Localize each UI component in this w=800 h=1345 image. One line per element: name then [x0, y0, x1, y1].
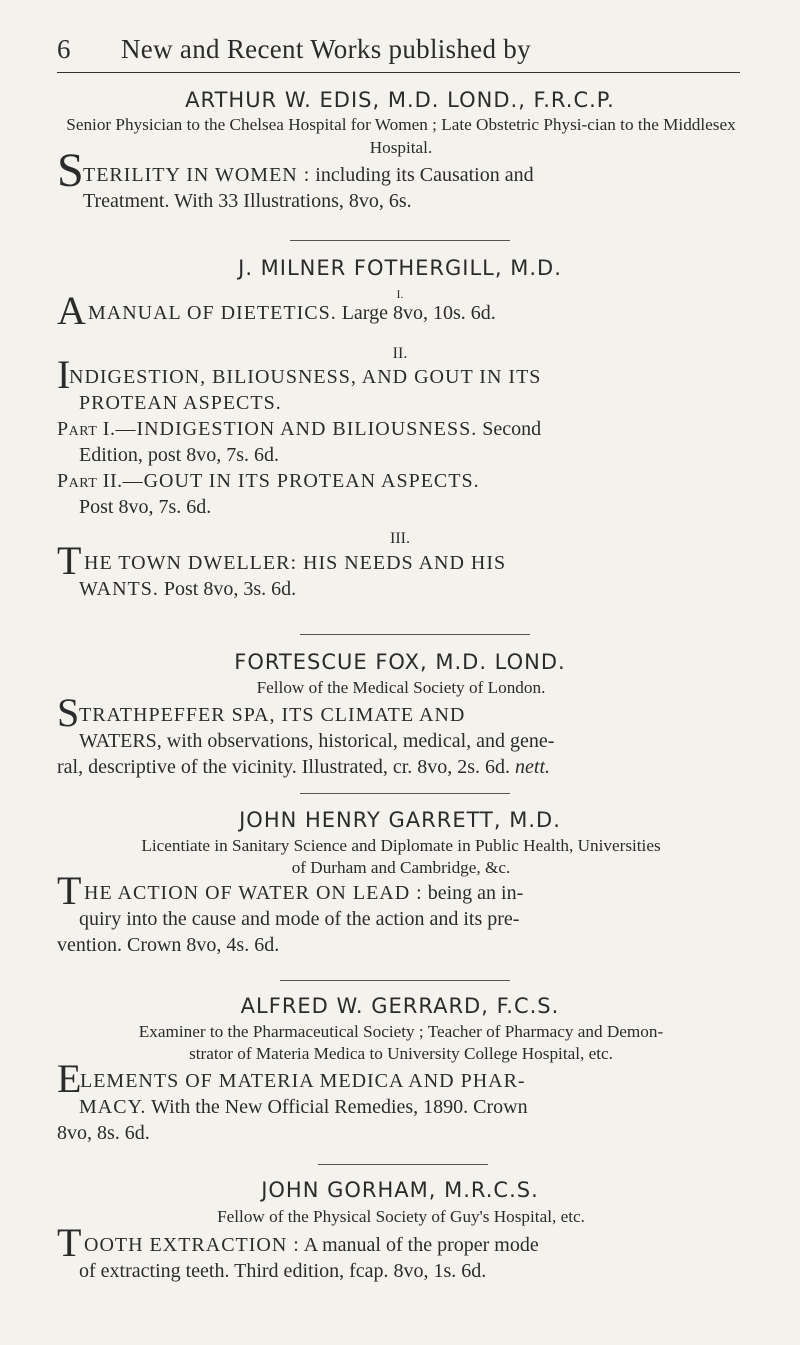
author-garrett: JOHN HENRY GARRETT, M.D.	[239, 808, 561, 832]
book-details-cont: of extracting teeth. Third edition, fcap. 8vo, 1s. 6d.	[79, 1260, 487, 1282]
drop-cap: I	[57, 352, 72, 397]
part-title: —INDIGESTION AND BILIOUSNESS.	[115, 418, 478, 440]
numeral: I.	[396, 287, 404, 301]
book-details-end: vention. Crown 8vo, 4s. 6d.	[57, 934, 280, 956]
drop-cap: S	[57, 144, 85, 197]
book-sterility	[57, 144, 746, 214]
book-title-cont: PROTEAN ASPECTS.	[79, 392, 282, 414]
drop-cap: T	[57, 1220, 83, 1265]
author-fox: FORTESCUE FOX, M.D. LOND.	[234, 650, 566, 674]
separator	[300, 793, 510, 794]
price-note: nett.	[515, 756, 551, 778]
author-edis-desc: Senior Physician to the Chelsea Hospital for Women ; Late Obstetric Physi-cian to the Middlesex Hospital.	[66, 115, 736, 157]
part-details-cont: Edition, post 8vo, 7s. 6d.	[79, 444, 280, 466]
author-fothergill: J. MILNER FOTHERGILL, M.D.	[238, 256, 562, 280]
book-title: TRATHPEFFER SPA, ITS CLIMATE AND	[79, 704, 466, 726]
drop-cap: T	[57, 868, 83, 913]
author-gorham-desc: Fellow of the Physical Society of Guy's Hospital, etc.	[217, 1207, 585, 1226]
book-strathpeffer	[57, 690, 746, 780]
book-dietetics	[57, 288, 746, 333]
part-details-cont: Post 8vo, 7s. 6d.	[79, 496, 212, 518]
separator	[280, 980, 510, 981]
numeral: III.	[390, 530, 410, 547]
part-label: Part II.	[57, 470, 123, 492]
book-details: including its Causation and	[310, 164, 534, 186]
author-garrett-desc-cont: of Durham and Cambridge, &c.	[291, 858, 511, 877]
book-title: OOTH EXTRACTION :	[84, 1234, 300, 1256]
book-water-lead	[57, 868, 746, 958]
book-details: Large 8vo, 10s. 6d.	[336, 302, 496, 324]
book-details: A manual of the proper mode	[299, 1234, 539, 1256]
part-title: —GOUT IN ITS PROTEAN ASPECTS.	[122, 470, 480, 492]
book-title: MANUAL OF DIETETICS.	[88, 302, 337, 324]
author-gerrard-desc: Examiner to the Pharmaceutical Society ; Teacher of Pharmacy and Demon-	[138, 1022, 664, 1041]
running-header	[57, 34, 740, 74]
book-details-end: 8vo, 8s. 6d.	[57, 1122, 150, 1144]
part-two	[57, 468, 746, 520]
drop-cap: E	[57, 1056, 83, 1101]
drop-cap: T	[57, 538, 83, 583]
author-gorham: JOHN GORHAM, M.R.C.S.	[261, 1178, 539, 1202]
book-details: WATERS, with observations, historical, medical, and gene-	[79, 730, 555, 752]
part-label: Part I.	[57, 418, 116, 440]
book-title: TERILITY IN WOMEN :	[83, 164, 311, 186]
book-tooth-extraction	[57, 1220, 746, 1284]
numeral: II.	[392, 345, 408, 362]
separator	[318, 1164, 488, 1165]
book-details: being an in-	[422, 882, 524, 904]
header-title: New and Recent Works published by	[121, 34, 531, 64]
book-details: With the New Official Remedies, 1890. Crown	[146, 1096, 528, 1118]
separator	[290, 240, 510, 241]
author-fox-desc: Fellow of the Medical Society of London.	[256, 678, 546, 697]
drop-cap: S	[57, 690, 81, 735]
author-garrett-desc: Licentiate in Sanitary Science and Diplomate in Public Health, Universities	[141, 836, 661, 855]
book-details-cont: ral, descriptive of the vicinity. Illustrated, cr. 8vo, 2s. 6d.	[57, 756, 516, 778]
part-one	[57, 416, 746, 468]
book-title-cont: MACY.	[79, 1096, 147, 1118]
separator	[300, 634, 530, 635]
book-title: HE ACTION OF WATER ON LEAD :	[84, 882, 423, 904]
book-title: NDIGESTION, BILIOUSNESS, AND GOUT IN ITS	[69, 366, 542, 388]
author-gerrard: ALFRED W. GERRARD, F.C.S.	[240, 994, 560, 1018]
drop-cap: A	[57, 288, 87, 333]
book-details-cont: Treatment. With 33 Illustrations, 8vo, 6s.	[83, 190, 412, 212]
author-edis: ARTHUR W. EDIS, M.D. LOND., F.R.C.P.	[185, 88, 615, 112]
page-number: 6	[57, 34, 71, 64]
book-details-cont: quiry into the cause and mode of the action and its pre-	[79, 908, 520, 930]
author-gerrard-desc-cont: strator of Materia Medica to University College Hospital, etc.	[189, 1044, 613, 1063]
header-rule	[57, 72, 740, 73]
book-materia-medica	[57, 1056, 746, 1146]
book-title: HE TOWN DWELLER: HIS NEEDS AND HIS	[84, 552, 507, 574]
book-details: Post 8vo, 3s. 6d.	[158, 578, 297, 600]
book-title-cont: WANTS.	[79, 578, 159, 600]
part-details: Second	[477, 418, 542, 440]
book-title: LEMENTS OF MATERIA MEDICA AND PHAR-	[80, 1070, 526, 1092]
